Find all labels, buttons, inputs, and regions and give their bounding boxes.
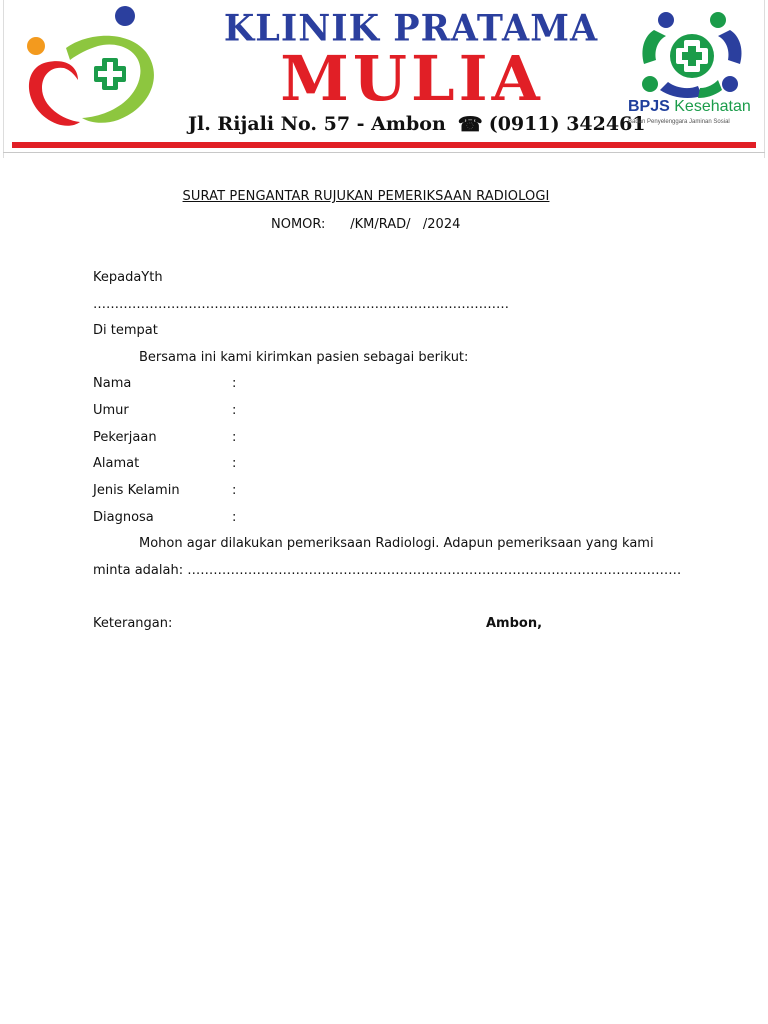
field-colon: : xyxy=(232,376,237,391)
letterhead-divider-red xyxy=(12,142,756,148)
letter-title: SURAT PENGANTAR RUJUKAN PEMERIKSAAN RADIOLOGI xyxy=(182,189,550,204)
clinic-address-line xyxy=(188,112,646,136)
recipient-blank-line: …………………………………………………………………………………… xyxy=(93,297,509,312)
signoff-place: Ambon, xyxy=(486,616,543,631)
field-colon: : xyxy=(232,510,237,525)
letterhead xyxy=(0,0,768,160)
bpjs-wordmark xyxy=(628,98,751,116)
field-label: Nama xyxy=(93,376,132,391)
request-text-line1: Mohon agar dilakukan pemeriksaan Radiologi. Adapun pemeriksaan yang kami xyxy=(139,536,654,551)
request-text-line2: minta adalah: …………………………………………………………………………………………………… xyxy=(93,563,682,578)
clinic-name-mulia: MULIA xyxy=(280,42,544,115)
recipient-location: Di tempat xyxy=(93,323,158,338)
bpjs-subtitle: Badan Penyelenggara Jaminan Sosial xyxy=(628,119,730,125)
letterhead-divider-grey xyxy=(3,152,765,153)
bpjs-brand-part1: BPJS xyxy=(628,98,670,115)
clinic-address: Jl. Rijali No. 57 - Ambon xyxy=(188,113,446,135)
clinic-name: KLINIK PRATAMA xyxy=(223,6,599,51)
field-label: Alamat xyxy=(93,456,140,471)
field-label: Jenis Kelamin xyxy=(93,483,180,498)
border-right xyxy=(764,0,765,158)
bpjs-brand-part2: Kesehatan xyxy=(674,98,751,115)
field-label: Umur xyxy=(93,403,129,418)
notes-label: Keterangan: xyxy=(93,616,173,631)
telephone-icon: ☎ xyxy=(457,112,483,136)
field-label: Pekerjaan xyxy=(93,430,157,445)
clinic-phone: (0911) 342461 xyxy=(488,113,646,135)
intro-text: Bersama ini kami kirimkan pasien sebagai berikut: xyxy=(139,350,469,365)
field-colon: : xyxy=(232,430,237,445)
field-colon: : xyxy=(232,483,237,498)
clinic-logo-icon xyxy=(18,4,168,132)
border-left xyxy=(3,0,4,158)
recipient-salutation: KepadaYth xyxy=(93,270,163,285)
field-label: Diagnosa xyxy=(93,510,154,525)
field-colon: : xyxy=(232,456,237,471)
letter-number: NOMOR: /KM/RAD/ /2024 xyxy=(271,217,461,232)
field-colon: : xyxy=(232,403,237,418)
